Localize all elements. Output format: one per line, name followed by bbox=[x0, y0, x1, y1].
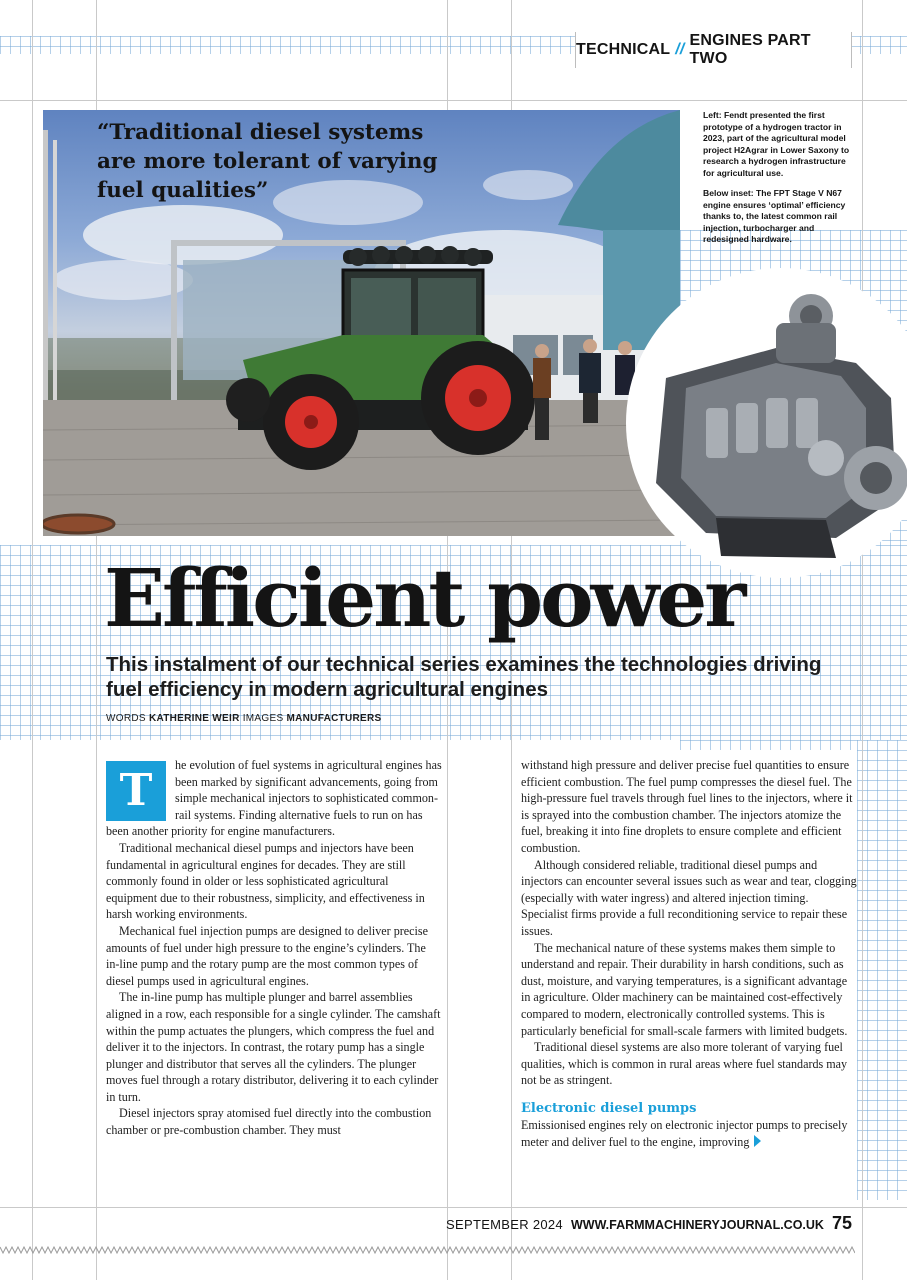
body-paragraph: The in-line pump has multiple plunger and barrel assemblies aligned in a row, each responsible for a single cylinder. The camshaft within the pump actuates the plungers, which compress the fuel and deliver it to the injectors. In contrast, the rotary pump has a single plunger and distributor that serves all the cylinders. The plunger moves fuel through a rotary distributor, delivering it to each cylinder in turn. bbox=[106, 990, 441, 1104]
section-prefix: TECHNICAL bbox=[576, 41, 671, 58]
guide-line bbox=[32, 0, 33, 1280]
caption-inset-photo: Below inset: The FPT Stage V N67 engine ensures ‘optimal’ efficiency thanks to, the latest common rail injection, turbocharger and redesigned hardware. bbox=[703, 188, 846, 244]
page-footer bbox=[446, 1213, 852, 1234]
body-column-right bbox=[521, 757, 857, 1151]
section-slash: // bbox=[675, 41, 685, 58]
body-paragraph: Diesel injectors spray atomised fuel directly into the combustion chamber or pre-combustion chamber. They must bbox=[106, 1106, 432, 1138]
grid-strip-right bbox=[857, 740, 907, 1200]
caption-left-photo: Left: Fendt presented the first prototype of a hydrogen tractor in 2023, part of the agricultural model project H2Agrar in Lower Saxony to research a hydrogen infrastructure for agricultural use. bbox=[703, 110, 850, 178]
pull-quote: “Traditional diesel systems are more tolerant of varying fuel qualities” bbox=[97, 120, 438, 203]
guide-line bbox=[0, 100, 907, 101]
section-name: ENGINES PART TWO bbox=[689, 32, 811, 67]
guide-line bbox=[0, 1207, 907, 1208]
headline: Efficient power bbox=[104, 551, 744, 645]
byline bbox=[106, 713, 382, 724]
body-column-left bbox=[106, 757, 442, 1139]
website-url: WWW.FARMMACHINERYJOURNAL.CO.UK bbox=[570, 1218, 824, 1232]
body-paragraph: withstand high pressure and deliver precise fuel quantities to ensure efficient combustion. The fuel pump compresses the diesel fuel. The high-pressure fuel travels through fuel lines to the injectors, where it is sprayed into the combustion chamber. The injectors atomize the fuel, breaking it into fine droplets to ensure complete and efficient combustion. bbox=[521, 758, 853, 855]
body-paragraph: The mechanical nature of these systems makes them simple to understand and repair. Their durability in harsh conditions, such as dust, moisture, and varying temperatures, is a significant advantage in agriculture. Older machinery can be maintained cost-effectively compared to modern, electronically controlled systems. This is particularly beneficial for small-scale farmers with limited budgets. bbox=[521, 940, 848, 1038]
byline-images-name: MANUFACTURERS bbox=[286, 713, 382, 724]
standfirst: This instalment of our technical series examines the technologies driving fuel efficiency in modern agricultural engines bbox=[106, 653, 822, 701]
section-tag bbox=[575, 32, 852, 68]
engine-inset-photo bbox=[626, 268, 907, 578]
body-paragraph: Traditional diesel systems are also more tolerant of varying fuel qualities, which is common in rural areas where fuel standards may not be as stringent. bbox=[521, 1040, 848, 1088]
byline-words-name: KATHERINE WEIR bbox=[148, 713, 240, 724]
drop-cap: T bbox=[106, 761, 166, 821]
body-paragraph: he evolution of fuel systems in agricultural engines has been marked by significant advancements, going from simple mechanical injectors to sophisticated common-rail systems. Finding alternative fuels to run on has been another priority for engine manufacturers. bbox=[106, 758, 442, 839]
body-paragraph: Mechanical fuel injection pumps are designed to deliver precise amounts of fuel under high pressure to the engine’s cylinders. The in-line pump and the rotary pump are the most common types of diesel pumps used in agricultural engines. bbox=[106, 923, 428, 988]
byline-words-label: WORDS bbox=[106, 713, 146, 724]
body-paragraph-text: Emissionised engines rely on electronic injector pumps to precisely meter and deliver fuel to the engine, improving bbox=[521, 1118, 848, 1150]
body-paragraph: Although considered reliable, traditional diesel pumps and injectors can encounter several issues such as wear and tear, clogging (especially with water ingress) and altered injection timing. Specialist firms provide a full reconditioning service to repair these issues. bbox=[521, 857, 857, 938]
photo-captions bbox=[703, 110, 853, 255]
issue-date: SEPTEMBER 2024 bbox=[446, 1217, 563, 1232]
decorative-zigzag-border bbox=[0, 1245, 855, 1255]
page-number: 75 bbox=[831, 1213, 852, 1233]
body-paragraph bbox=[521, 1117, 857, 1150]
continue-arrow-icon bbox=[754, 1135, 761, 1147]
body-paragraph: Traditional mechanical diesel pumps and injectors have been fundamental in agricultural engines for decades. They are still commonly found in older or less sophisticated agricultural equipment due to their robustness, simplicity, and effectiveness in harsh working environments. bbox=[106, 840, 425, 922]
byline-images-label: IMAGES bbox=[242, 713, 284, 724]
subheading: Electronic diesel pumps bbox=[521, 1100, 697, 1116]
guide-line bbox=[862, 0, 863, 1280]
